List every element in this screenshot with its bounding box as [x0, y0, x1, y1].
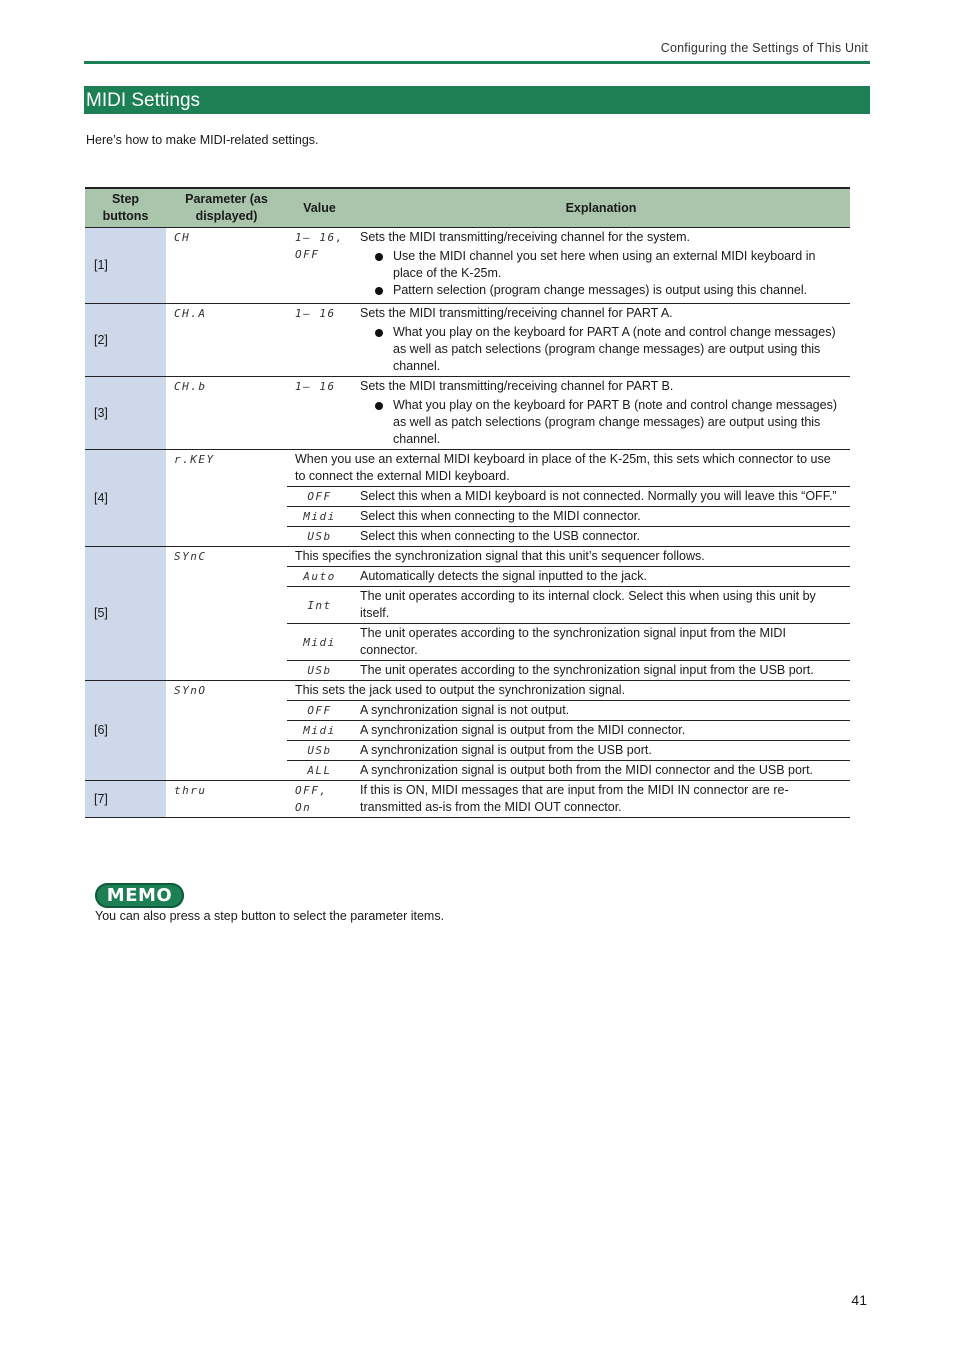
option-value: USb [287, 527, 352, 547]
option-text: The unit operates according to its internal clock. Select this when using this unit by itself. [352, 587, 850, 624]
explanation-cell: When you use an external MIDI keyboard in place of the K-25m, this sets which connector to use to connect the external MIDI keyboard. [287, 450, 850, 487]
option-value: Midi [287, 624, 352, 661]
bullet-list [360, 397, 844, 448]
explanation-text: Sets the MIDI transmitting/receiving channel for the system. [360, 230, 690, 244]
option-value: USb [287, 661, 352, 681]
intro-text: Here’s how to make MIDI-related settings. [86, 133, 319, 147]
step-cell: [5] [85, 547, 166, 681]
explanation-text: Sets the MIDI transmitting/receiving channel for PART B. [360, 379, 674, 393]
table-row [85, 781, 850, 818]
bullet-list [360, 324, 844, 375]
explanation-cell [352, 377, 850, 450]
running-header: Configuring the Settings of This Unit [660, 41, 868, 55]
bullet-item: What you play on the keyboard for PART B (note and control change messages) as well as patch selections (program change messages) are output using this channel. [393, 397, 844, 448]
header-explanation: Explanation [352, 188, 850, 228]
value-cell: 1– 16 [287, 377, 352, 450]
explanation-cell: This sets the jack used to output the synchronization signal. [287, 681, 850, 701]
option-text: A synchronization signal is not output. [352, 701, 850, 721]
bullet-item: Use the MIDI channel you set here when using an external MIDI keyboard in place of the K-25m. [393, 248, 844, 282]
explanation-cell [352, 228, 850, 304]
step-cell: [4] [85, 450, 166, 547]
table-row [85, 377, 850, 450]
option-value: Midi [287, 721, 352, 741]
value-cell: 1– 16 [287, 304, 352, 377]
option-text: Automatically detects the signal inputted to the jack. [352, 567, 850, 587]
option-value: OFF [287, 701, 352, 721]
table-row [85, 228, 850, 304]
step-cell: [3] [85, 377, 166, 450]
option-text: A synchronization signal is output both from the MIDI connector and the USB port. [352, 761, 850, 781]
header-step: Step buttons [85, 188, 166, 228]
param-cell: thru [166, 781, 287, 818]
step-cell: [7] [85, 781, 166, 818]
step-cell: [2] [85, 304, 166, 377]
param-cell: CH.b [166, 377, 287, 450]
table-row [85, 304, 850, 377]
option-text: The unit operates according to the synchronization signal input from the MIDI connector. [352, 624, 850, 661]
explanation-text: Sets the MIDI transmitting/receiving channel for PART A. [360, 306, 673, 320]
value-cell: OFF, On [287, 781, 352, 818]
option-text: Select this when connecting to the USB connector. [352, 527, 850, 547]
option-text: A synchronization signal is output from the MIDI connector. [352, 721, 850, 741]
option-text: Select this when connecting to the MIDI connector. [352, 507, 850, 527]
param-cell: CH.A [166, 304, 287, 377]
memo-badge: MEMO [95, 883, 184, 908]
option-value: Int [287, 587, 352, 624]
option-text: Select this when a MIDI keyboard is not connected. Normally you will leave this “OFF.” [352, 487, 850, 507]
header-value: Value [287, 188, 352, 228]
table-row [85, 681, 850, 701]
bullet-item: Pattern selection (program change messages) is output using this channel. [393, 282, 844, 299]
step-cell: [6] [85, 681, 166, 781]
section-title: MIDI Settings [84, 86, 870, 114]
step-cell: [1] [85, 228, 166, 304]
option-value: OFF [287, 487, 352, 507]
table-header-row [85, 188, 850, 228]
option-text: The unit operates according to the synchronization signal input from the USB port. [352, 661, 850, 681]
explanation-cell: This specifies the synchronization signal that this unit’s sequencer follows. [287, 547, 850, 567]
option-value: ALL [287, 761, 352, 781]
bullet-list [360, 248, 844, 299]
page-number: 41 [851, 1292, 867, 1308]
header-rule [84, 61, 870, 64]
param-cell: CH [166, 228, 287, 304]
value-cell: 1– 16, OFF [287, 228, 352, 304]
bullet-item: What you play on the keyboard for PART A (note and control change messages) as well as patch selections (program change messages) are output using this channel. [393, 324, 844, 375]
table-row [85, 547, 850, 567]
param-cell: SYnC [166, 547, 287, 681]
midi-settings-table [85, 187, 850, 818]
option-text: A synchronization signal is output from the USB port. [352, 741, 850, 761]
memo-text: You can also press a step button to select the parameter items. [95, 909, 445, 923]
option-value: Midi [287, 507, 352, 527]
explanation-cell [352, 304, 850, 377]
explanation-cell: If this is ON, MIDI messages that are input from the MIDI IN connector are re-transmitted as-is from the MIDI OUT connector. [352, 781, 850, 818]
param-cell: r.KEY [166, 450, 287, 547]
table-row [85, 450, 850, 487]
header-param: Parameter (as displayed) [166, 188, 287, 228]
option-value: USb [287, 741, 352, 761]
param-cell: SYnO [166, 681, 287, 781]
option-value: Auto [287, 567, 352, 587]
